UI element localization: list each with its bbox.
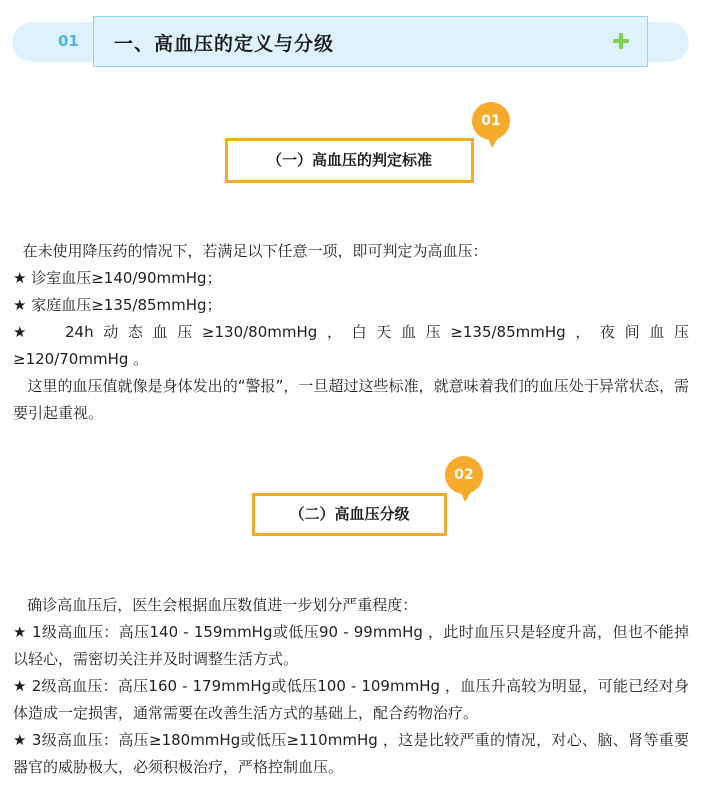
criteria-item-ambulatory: ★ 24h动态血压≥130/80mmHg，白天血压≥135/85mmHg，夜间血压 bbox=[13, 323, 689, 341]
criteria-item-ambulatory-cont: ≥120/70mmHg 。 bbox=[13, 350, 149, 368]
grade-1-item: ★ 1级高血压：高压140 - 159mmHg或低压90 - 99mmHg ，此时血压只是轻度升高，但也不能掉以轻心，需密切关注并及时调整生活方式。 bbox=[13, 623, 689, 668]
grading-intro: 确诊高血压后，医生会根据血压数值进一步划分严重程度： bbox=[13, 596, 418, 614]
sub-heading-2 bbox=[252, 493, 447, 536]
criteria-intro: 在未使用降压药的情况下，若满足以下任意一项，即可判定为高血压： bbox=[13, 242, 488, 260]
criteria-item-office: ★ 诊室血压≥140/90mmHg； bbox=[13, 269, 222, 287]
plus-icon[interactable] bbox=[613, 33, 629, 49]
sub-badge-2: 02 bbox=[445, 456, 483, 494]
criteria-text-block bbox=[13, 238, 689, 427]
sub-heading-1 bbox=[225, 138, 474, 183]
criteria-summary: 这里的血压值就像是身体发出的“警报”，一旦超过这些标准，就意味着我们的血压处于异常状态，需要引起重视。 bbox=[13, 377, 690, 422]
sub-badge-1: 01 bbox=[472, 102, 510, 140]
criteria-item-home: ★ 家庭血压≥135/85mmHg； bbox=[13, 296, 222, 314]
grade-3-item: ★ 3级高血压：高压≥180mmHg或低压≥110mmHg ，这是比较严重的情况，对心、脑、肾等重要器官的威胁极大，必须积极治疗，严格控制血压。 bbox=[13, 731, 689, 776]
grade-2-item: ★ 2级高血压：高压160 - 179mmHg或低压100 - 109mmHg ，血压升高较为明显，可能已经对身体造成一定损害，通常需要在改善生活方式的基础上，配合药物治疗。 bbox=[13, 677, 689, 722]
sub-heading-1-title: （一）高血压的判定标准 bbox=[266, 151, 432, 169]
sub-heading-2-title: （二）高血压分级 bbox=[289, 505, 410, 523]
section-title: 一、高血压的定义与分级 bbox=[114, 33, 335, 55]
section-number: 01 bbox=[58, 32, 79, 50]
section-title-box[interactable] bbox=[93, 16, 648, 67]
grading-text-block bbox=[13, 592, 689, 781]
